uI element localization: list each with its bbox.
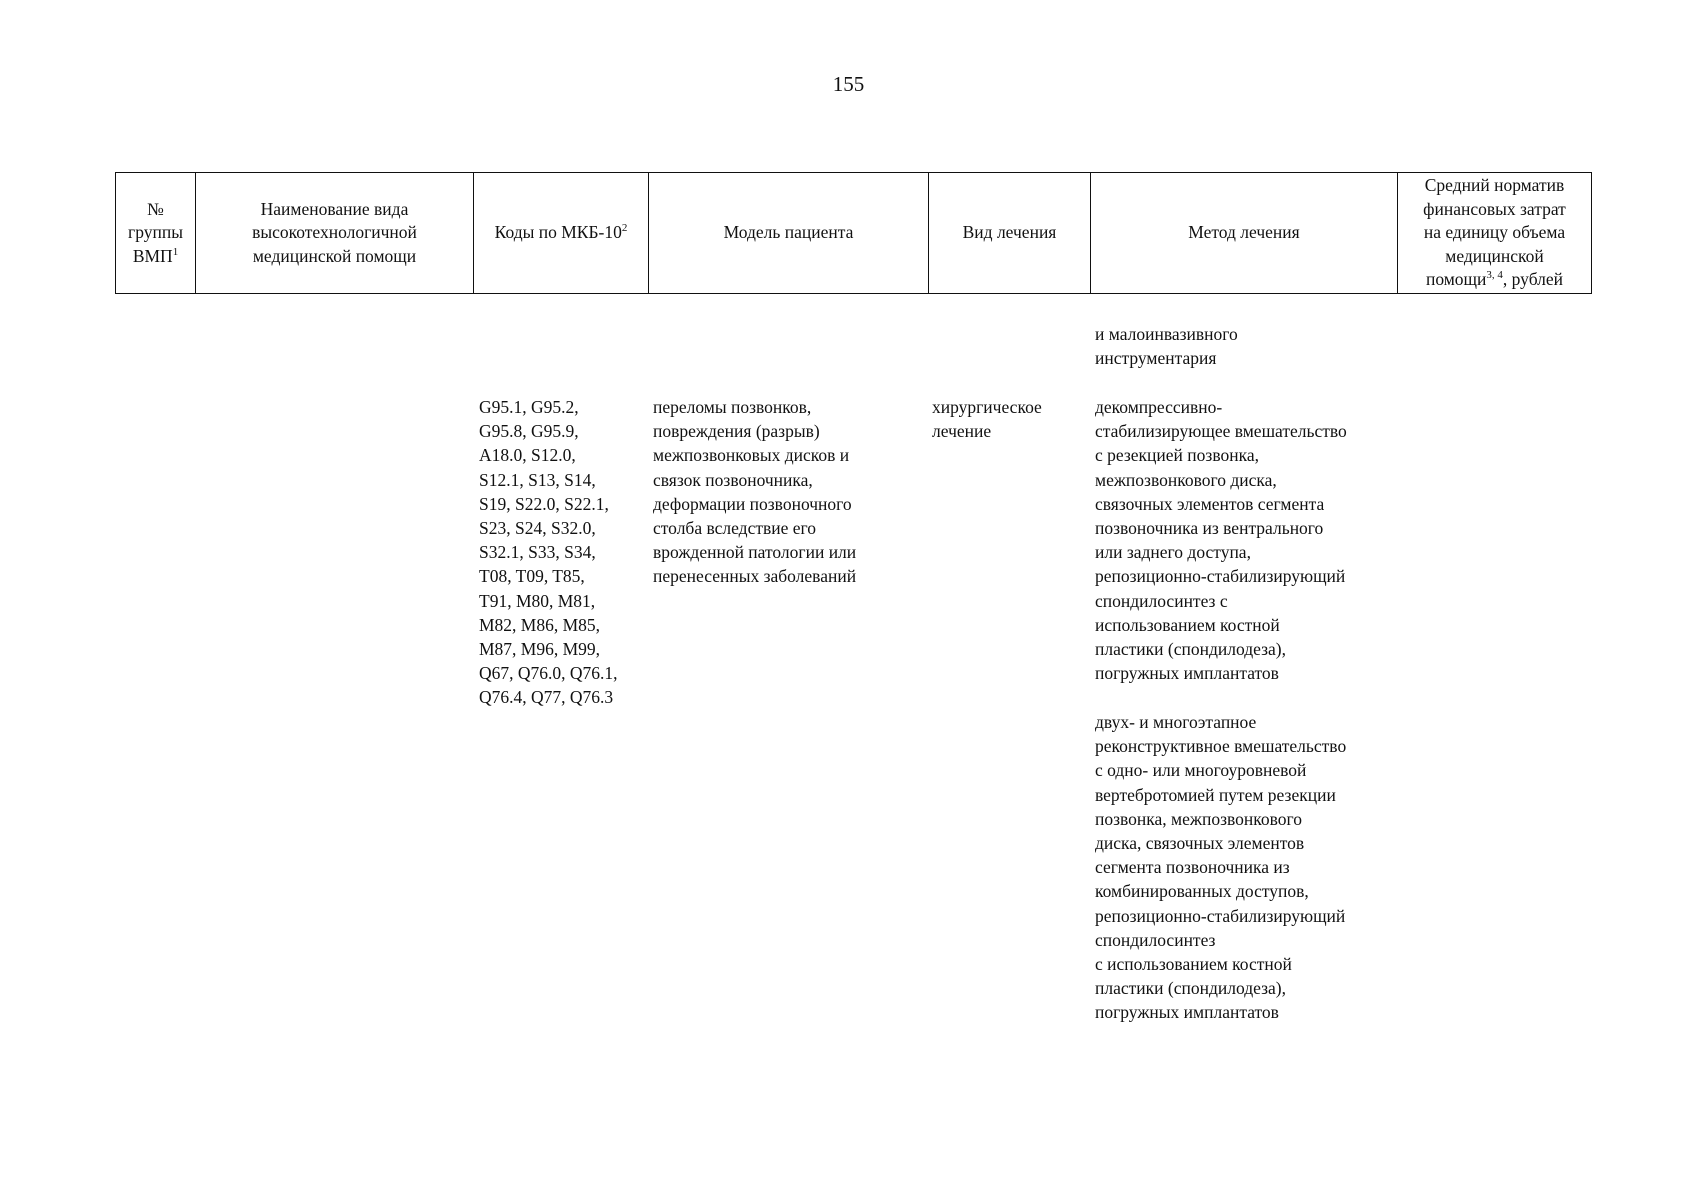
page-number: 155	[832, 72, 865, 96]
icd-codes-text: G95.1, G95.2, G95.8, G95.9, A18.0, S12.0, S12.1, S13, S14, S19, S22.0, S22.1, S23, S24, S32.0, S32.1, S33, S34, T08, T09, T85, T91, M80, M81, M82, M86, M85, M87, M96, M99, Q67, Q76.0, Q76.1, Q76.4, Q77, Q76.3	[479, 397, 618, 708]
header-patient-model: Модель пациента	[649, 173, 929, 294]
header-group-number: № группы ВМП$^1$	[116, 173, 196, 294]
table-header	[115, 172, 1592, 294]
treatment-type-text: хирургическое лечение	[932, 397, 1042, 442]
header-care-type-name: Наименование вида высокотехнологичной медицинской помощи	[196, 173, 474, 294]
header-treatment-type: Вид лечения	[929, 173, 1091, 294]
header-icd-codes: Коды по МКБ-$10^2$	[474, 173, 649, 294]
method-continued-text: и малоинвазивного инструментария	[1095, 324, 1238, 369]
header-average-cost: Средний норматив финансовых затрат на единицу объема медицинской помощи$^{3, 4}$, рублей	[1398, 173, 1592, 294]
treatment-method-2-text: двух- и многоэтапное реконструктивное вмешательство с одно- или многоуровневой вертебротомией путем резекции позвонка, межпозвонкового диска, связочных элементов сегмента позвоночника из комбинированных доступов, репозиционно-стабилизирующий спондилосинтез с использованием костной пластики (спондилодеза), погружных имплантатов	[1095, 712, 1347, 1023]
patient-model-text: переломы позвонков, повреждения (разрыв) межпозвонковых дисков и связок позвоночника, деформации позвоночного столба вследствие его врожденной патологии или перенесенных заболеваний	[653, 397, 857, 587]
treatment-method-1-text: декомпрессивно- стабилизирующее вмешательство с резекцией позвонка, межпозвонкового диска, связочных элементов сегмента позвоночника из вентрального или заднего доступа, репозиционно-стабилизирующий спондилосинтез с использованием костной пластики (спондилодеза), погружных имплантатов	[1095, 397, 1347, 684]
header-treatment-method: Метод лечения	[1091, 173, 1398, 294]
